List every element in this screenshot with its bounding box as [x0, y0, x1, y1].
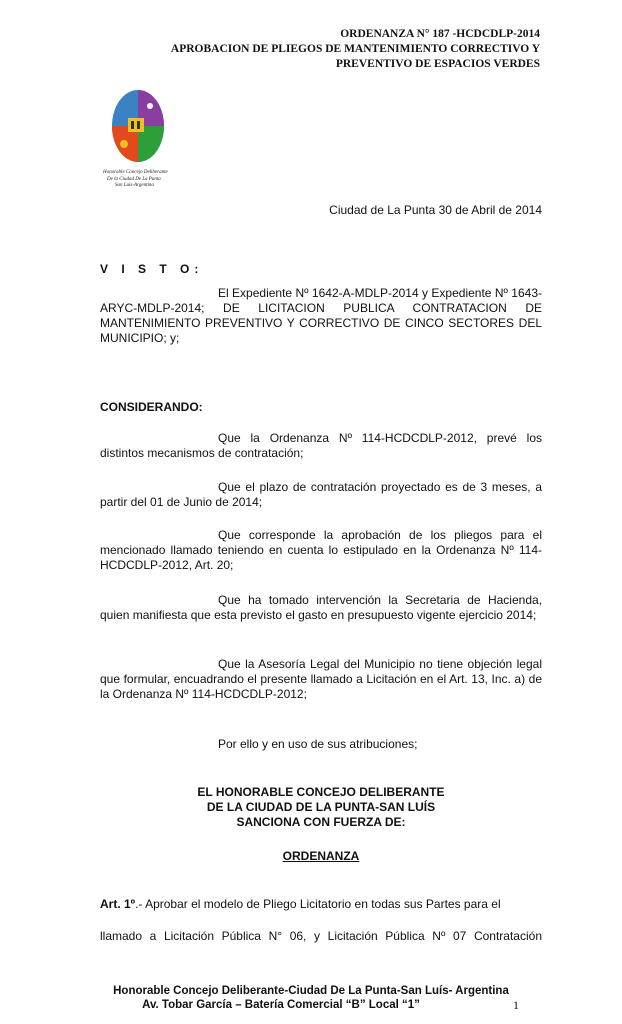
logo-caption-line2: De la Ciudad De La Punta — [107, 176, 161, 182]
considerando-paragraph: Por ello y en uso de sus atribuciones; — [218, 737, 418, 751]
considerando-paragraph: Que la Asesoría Legal del Municipio no tiene objeción legal que formular, encuadrando el presente llamado a Licitación en el Art. 13, Inc. a) de la Ordenanza Nº 114-HCDCDLP-2012; — [100, 657, 542, 701]
ordinance-title-line2: PREVENTIVO DE ESPACIOS VERDES — [335, 58, 540, 70]
considerando-heading: CONSIDERANDO: — [100, 400, 203, 414]
document-header — [171, 27, 540, 72]
ordinance-title-line1: APROBACION DE PLIEGOS DE MANTENIMIENTO CORRECTIVO Y — [170, 43, 540, 55]
considerando-paragraph: Que la Ordenanza Nº 114-HCDCDLP-2012, prevé los distintos mecanismos de contratación; — [100, 431, 542, 460]
sanciona-line2: DE LA CIUDAD DE LA PUNTA-SAN LUÍS — [206, 800, 436, 814]
sanciona-line3: SANCIONA CON FUERZA DE: — [236, 815, 406, 829]
considerando-paragraph: Que corresponde la aprobación de los pliegos para el mencionado llamado teniendo en cuenta lo estipulado en la Ordenanza Nº 114-HCDCDLP-2012, Art. 20; — [100, 528, 542, 572]
page-number: 1 — [513, 998, 519, 1012]
date-line: Ciudad de La Punta 30 de Abril de 2014 — [329, 203, 542, 217]
logo-caption — [103, 170, 183, 190]
ordinance-number: ORDENANZA N° 187 -HCDCDLP-2014 — [340, 28, 540, 40]
sanciona-block — [100, 785, 542, 830]
article-1-label: Art. 1º — [100, 897, 136, 911]
considerando-paragraph: Que el plazo de contratación proyectado es de 3 meses, a partir del 01 de Junio de 2014; — [100, 480, 542, 509]
logo-caption-line1: Honorable Concejo Deliberante — [103, 170, 168, 175]
visto-text: El Expediente Nº 1642-A-MDLP-2014 y Expediente Nº 1643-ARYC-MDLP-2014; DE LICITACION PUBLICA CONTRATACION DE MANTENIMIENTO PREVENTIVO Y CORRECTIVO DE CINCO SECTORES DEL MUNICIPIO; y; — [100, 286, 542, 345]
footer-line2: Av. Tobar García – Batería Comercial “B” Local “1” — [142, 999, 420, 1011]
considerando-paragraph: Que ha tomado intervención la Secretaria de Hacienda, quien manifiesta que esta previsto el gasto en presupuesto vigente ejercicio 2014; — [100, 593, 542, 622]
visto-heading: V I S T O: — [100, 262, 204, 276]
ordenanza-title: ORDENANZA — [282, 849, 360, 863]
footer-line1: Honorable Concejo Deliberante-Ciudad De La Punta-San Luís- Argentina — [113, 985, 509, 997]
article-1-text: .- Aprobar el modelo de Pliego Licitatorio en todas sus Partes para el — [135, 897, 501, 911]
sanciona-line1: EL HONORABLE CONCEJO DELIBERANTE — [197, 785, 445, 799]
ordenanza-title-wrap — [100, 849, 542, 864]
article-1-line2: llamado a Licitación Pública N° 06, y Licitación Pública Nº 07 Contratación — [100, 929, 542, 943]
logo-caption-line3: San Luis-Argentina — [115, 183, 154, 188]
article-1-line1 — [100, 897, 542, 912]
